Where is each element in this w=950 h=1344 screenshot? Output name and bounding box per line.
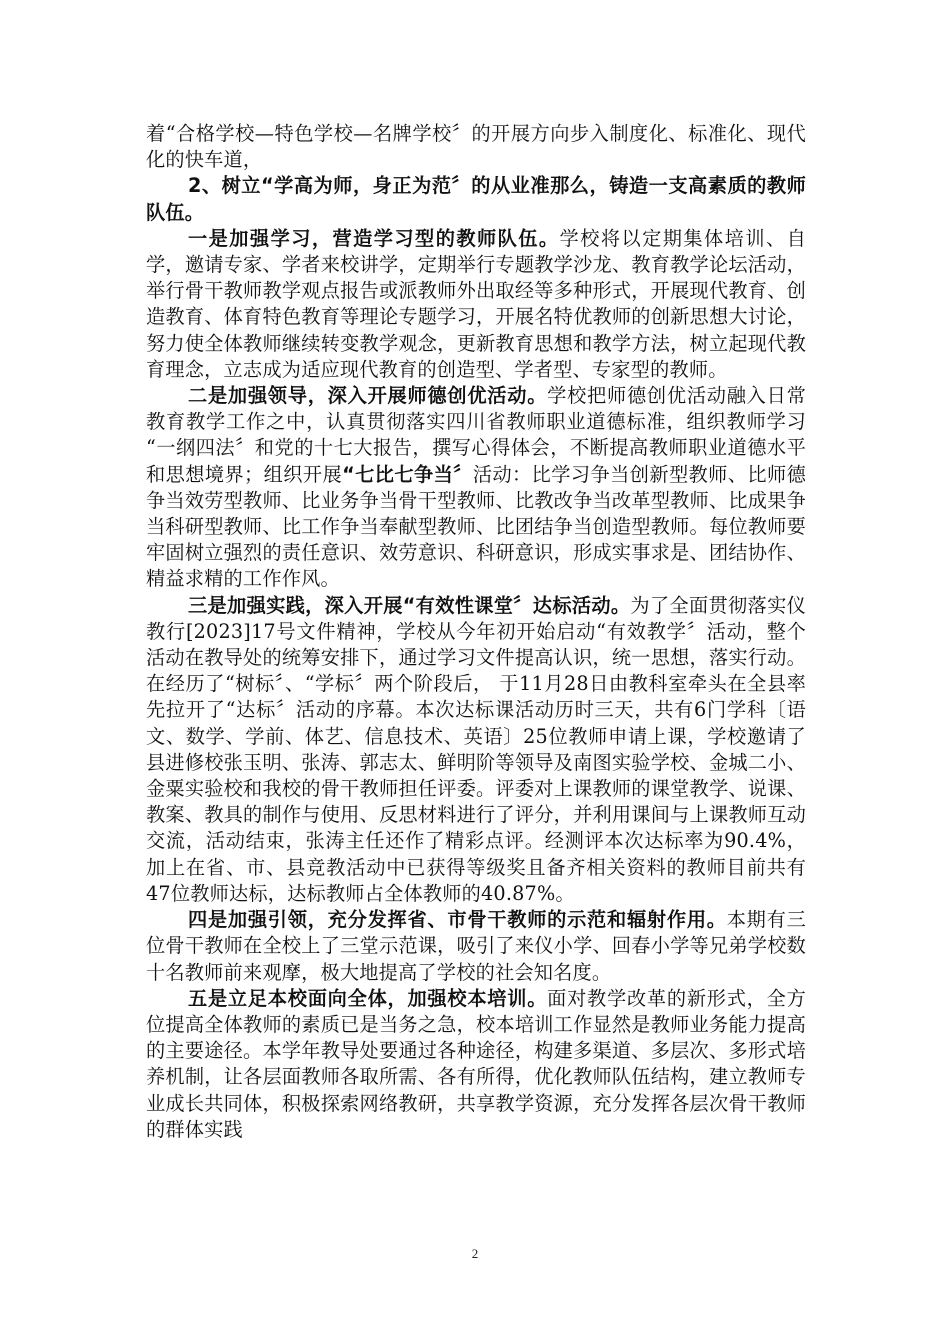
paragraph-text-tail: 活动：比学习争当创新型教师、比师德争当效劳型教师、比业务争当骨干型教师、比教改争当改革型教师、比成果争当科研型教师、比工作争当奉献型教师、比团结争当创造型教师。每位教师要牢固树立强烈的责任意识、效劳意识、科研意识，形成实事求是、团结协作、精益求精的工作作风。 — [146, 462, 806, 591]
section-heading — [146, 173, 806, 225]
paragraph-practice — [146, 593, 806, 907]
page-number: 2 — [471, 1246, 479, 1261]
paragraph-text: 学校把师德创优活动融入日常教育教学工作之中，认真贯彻落实四川省教师职业道德标准，组织教师学习 “一纲四法〞和党的十七大报告，撰写心得体会，不断提高教师职业道德水平和思想境界；组织开展 — [146, 384, 806, 486]
paragraph-lead: 三是加强实践，深入开展“有效性课堂〞达标活动。 — [188, 593, 631, 617]
paragraph-text: 着“合格学校—特色学校—名牌学校〞的开展方向步入制度化、标准化、现代化的快车道， — [146, 122, 806, 172]
paragraph-lead: 一是加强学习，营造学习型的教师队伍。 — [188, 226, 560, 250]
paragraph-lead: 二是加强领导，深入开展师德创优活动。 — [188, 384, 548, 408]
paragraph-training — [146, 986, 806, 1143]
paragraph-inline-bold: “七比七争当〞 — [342, 462, 473, 486]
paragraph-lead: 五是立足本校面向全体，加强校本培训。 — [188, 986, 548, 1010]
paragraph-text: 本期有三位骨干教师在全校上了三堂示范课，吸引了来仪小学、回春小学等兄弟学校数十名教师前来观摩，极大地提高了学校的社会知名度。 — [146, 908, 806, 984]
paragraph-leadership — [146, 383, 806, 593]
paragraph-guidance — [146, 907, 806, 986]
paragraph-text: 为了全面贯彻落实仪教行[2023]17号文件精神，学校从今年初开始启动“有效教学〞活动，整个活动在教导处的统筹安排下，通过学习文件提高认识，统一思想，落实行动。在经历了“树标〞、“学标〞两个阶段后， 于11月28日由教科室牵头在全县率先拉开了“达标〞活动的序幕。本次达标课活动历时三天，共有6门学科〔语文、数学、学前、体艺、信息技术、英语〕25位教师申请上课，学校邀请了县进修校张玉明、张涛、郭志太、鲜明阶等领导及南图实验学校、金城二小、金粟实验校和我校的骨干教师担任评委。评委对上课教师的课堂教学、说课、教案、教具的制作与使用、反思材料进行了评分，并利用课间与上课教师互动交流，活动结束，张涛主任还作了精彩点评。经测评本次达标率为90.4%，加上在省、市、县竞教活动中已获得等级奖且备齐相关资料的教师目前共有47位教师达标，达标教师占全体教师的40.87%。 — [146, 593, 806, 905]
paragraph-continuation — [146, 121, 806, 173]
paragraph-lead: 四是加强引领，充分发挥省、市骨干教师的示范和辐射作用。 — [188, 908, 727, 932]
document-body — [146, 121, 806, 1143]
section-heading-text: 2、树立“学高为师，身正为范〞的从业准那么，铸造一支高素质的教师队伍。 — [146, 174, 806, 224]
paragraph-text: 面对教学改革的新形式，全方位提高全体教师的素质已是当务之急，校本培训工作显然是教师业务能力提高的主要途径。本学年教导处要通过各种途径，构建多渠道、多层次、多形式培养机制，让各层面教师各取所需、各有所得，优化教师队伍结构，建立教师专业成长共同体，积极探索网络教研，共享教学资源，充分发挥各层次骨干教师的群体实践 — [146, 986, 806, 1141]
paragraph-learning — [146, 226, 806, 383]
paragraph-text: 学校将以定期集体培训、自学，邀请专家、学者来校讲学，定期举行专题教学沙龙、教育教学论坛活动，举行骨干教师教学观点报告或派教师外出取经等多种形式，开展现代教育、创造教育、体育特色教育等理论专题学习，开展名特优教师的创新思想大讨论，努力使全体教师继续转变教学观念，更新教育思想和教学方法，树立起现代教育理念，立志成为适应现代教育的创造型、学者型、专家型的教师。 — [146, 226, 806, 381]
